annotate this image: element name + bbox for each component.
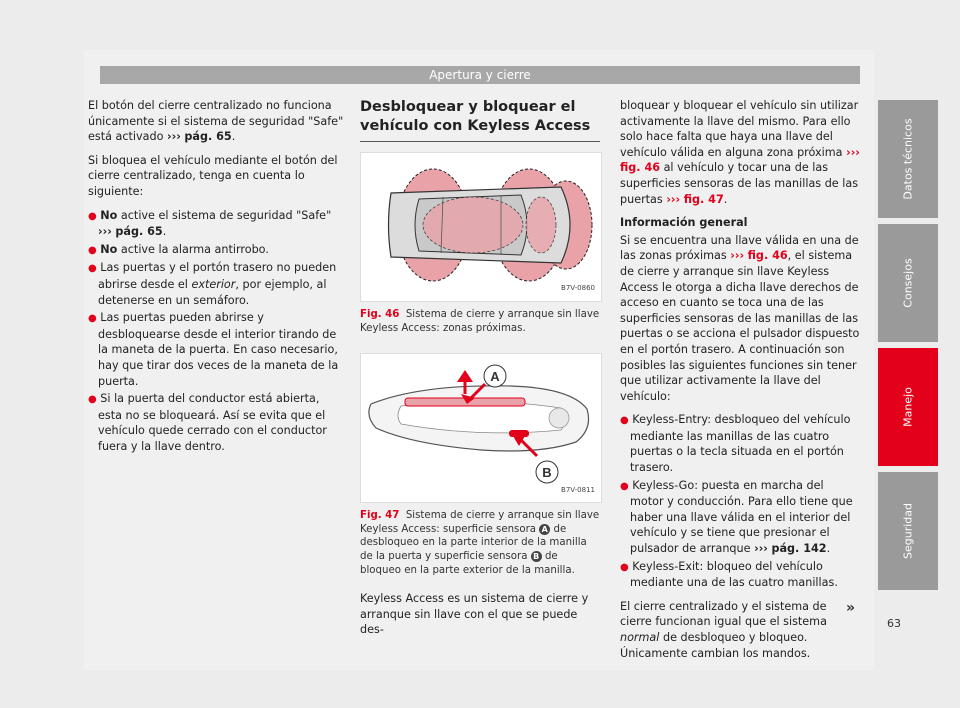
page-reference[interactable]: pág. 65 [115,225,163,239]
figure-caption: Fig. 46 Sistema de cierre y arranque sin llave Keyless Access: zonas próximas. [360,309,600,334]
marker-b-label: B [542,465,552,481]
section-title: Desbloquear y bloquear el vehículo con Keyless Access [360,98,600,142]
list-item: ● Keyless-Entry: desbloqueo del vehículo mediante las manillas de las cuatro puertas o la tecla situada en el portón trasero. [620,413,851,475]
page-number: 63 [887,617,901,630]
column-middle [360,98,600,646]
figure-code: B7V-0811 [561,485,595,494]
page-reference[interactable]: pág. 142 [771,542,827,556]
figure-reference[interactable]: fig. 46 [747,249,788,263]
paragraph: bloquear y bloquear el vehículo sin utilizar activamente la llave del mismo. Para ello solo hace falta que haya una llave del vehículo válida en alguna zona próxima ››› fig. 46 al vehículo y tocar una de las superficies sensoras de las manillas de las puertas ››› fig. 47. [620,99,860,206]
figure-46 [360,152,602,302]
figure-reference[interactable]: fig. 46 [620,161,661,175]
list-item: ● Si la puerta del conductor está abierta, esta no se bloqueará. Así se evita que el vehículo quede cerrado con el conductor fuera y la llave dentro. [88,392,327,453]
list-item: ● Keyless-Exit: bloqueo del vehículo mediante una de las cuatro manillas. [620,559,838,590]
chapter-header: Apertura y cierre [100,66,860,84]
figure-reference[interactable]: fig. 47 [683,192,724,206]
figure-caption: Fig. 47 Sistema de cierre y arranque sin llave Keyless Access: superficie sensora A de desbloqueo en la parte interior de la manilla de la puerta y superficie sensora B de bloqueo en la parte exterior de la manilla. [360,510,600,576]
page-reference[interactable]: pág. 65 [184,130,232,144]
paragraph: Si bloquea el vehículo mediante el botón del cierre centralizado, tenga en cuenta lo siguiente: [88,153,338,198]
list-item: ● Las puertas pueden abrirse y desbloquearse desde el interior tirando de la maneta de la puerta. En caso necesario, hay que tirar dos veces de la maneta de la puerta. [88,311,339,388]
car-top-view-illustration [361,153,601,301]
door-handle-illustration [361,354,601,502]
paragraph: El cierre centralizado y el sistema de cierre funcionan igual que el sistema normal de desbloqueo y bloqueo. Únicamente cambian los mandos. [620,599,827,660]
list-item: ● Keyless-Go: puesta en marcha del motor y conducción. Para ello tiene que haber una llave válida en el interior del vehículo y se tiene que presionar el pulsador de arranque ››› pág. 142. [620,478,853,556]
tab-seguridad[interactable]: Seguridad [878,472,938,590]
marker-a-label: A [490,369,500,385]
tab-datos-tecnicos[interactable]: Datos técnicos [878,100,938,218]
sub-heading: Información general [620,216,748,230]
paragraph: Keyless Access es un sistema de cierre y arranque sin llave con el que se puede des- [360,592,589,637]
column-right [620,98,860,669]
list-item: ● No active la alarma antirrobo. [88,242,269,256]
tab-manejo[interactable]: Manejo [878,348,938,466]
paragraph: El botón del cierre centralizado no funciona únicamente si el sistema de seguridad "Safe" está activado ››› pág. 65. [88,99,344,144]
list-item: ● Las puertas y el portón trasero no pueden abrirse desde el exterior, por ejemplo, al detenerse en un semáforo. [88,261,337,307]
paragraph: Si se encuentra una llave válida en una de las zonas próximas ››› fig. 46, el sistema de cierre y arranque sin llave Keyless Access le otorga a dicha llave derechos de acceso en cuanto se toca una de las superficies sensoras de las manillas de las puertas o se acciona el pulsador dispuesto en el portón trasero. A continuación son posibles las siguientes funciones sin tener que utilizar activamente la llave del vehículo: [620,233,860,403]
figure-47 [360,353,602,503]
continue-arrow: » [846,600,856,616]
list-item: ● No active el sistema de seguridad "Safe" ››› pág. 65. [88,208,332,239]
tab-consejos[interactable]: Consejos [878,224,938,342]
column-left [88,98,346,456]
figure-code: B7V-0860 [561,284,595,293]
